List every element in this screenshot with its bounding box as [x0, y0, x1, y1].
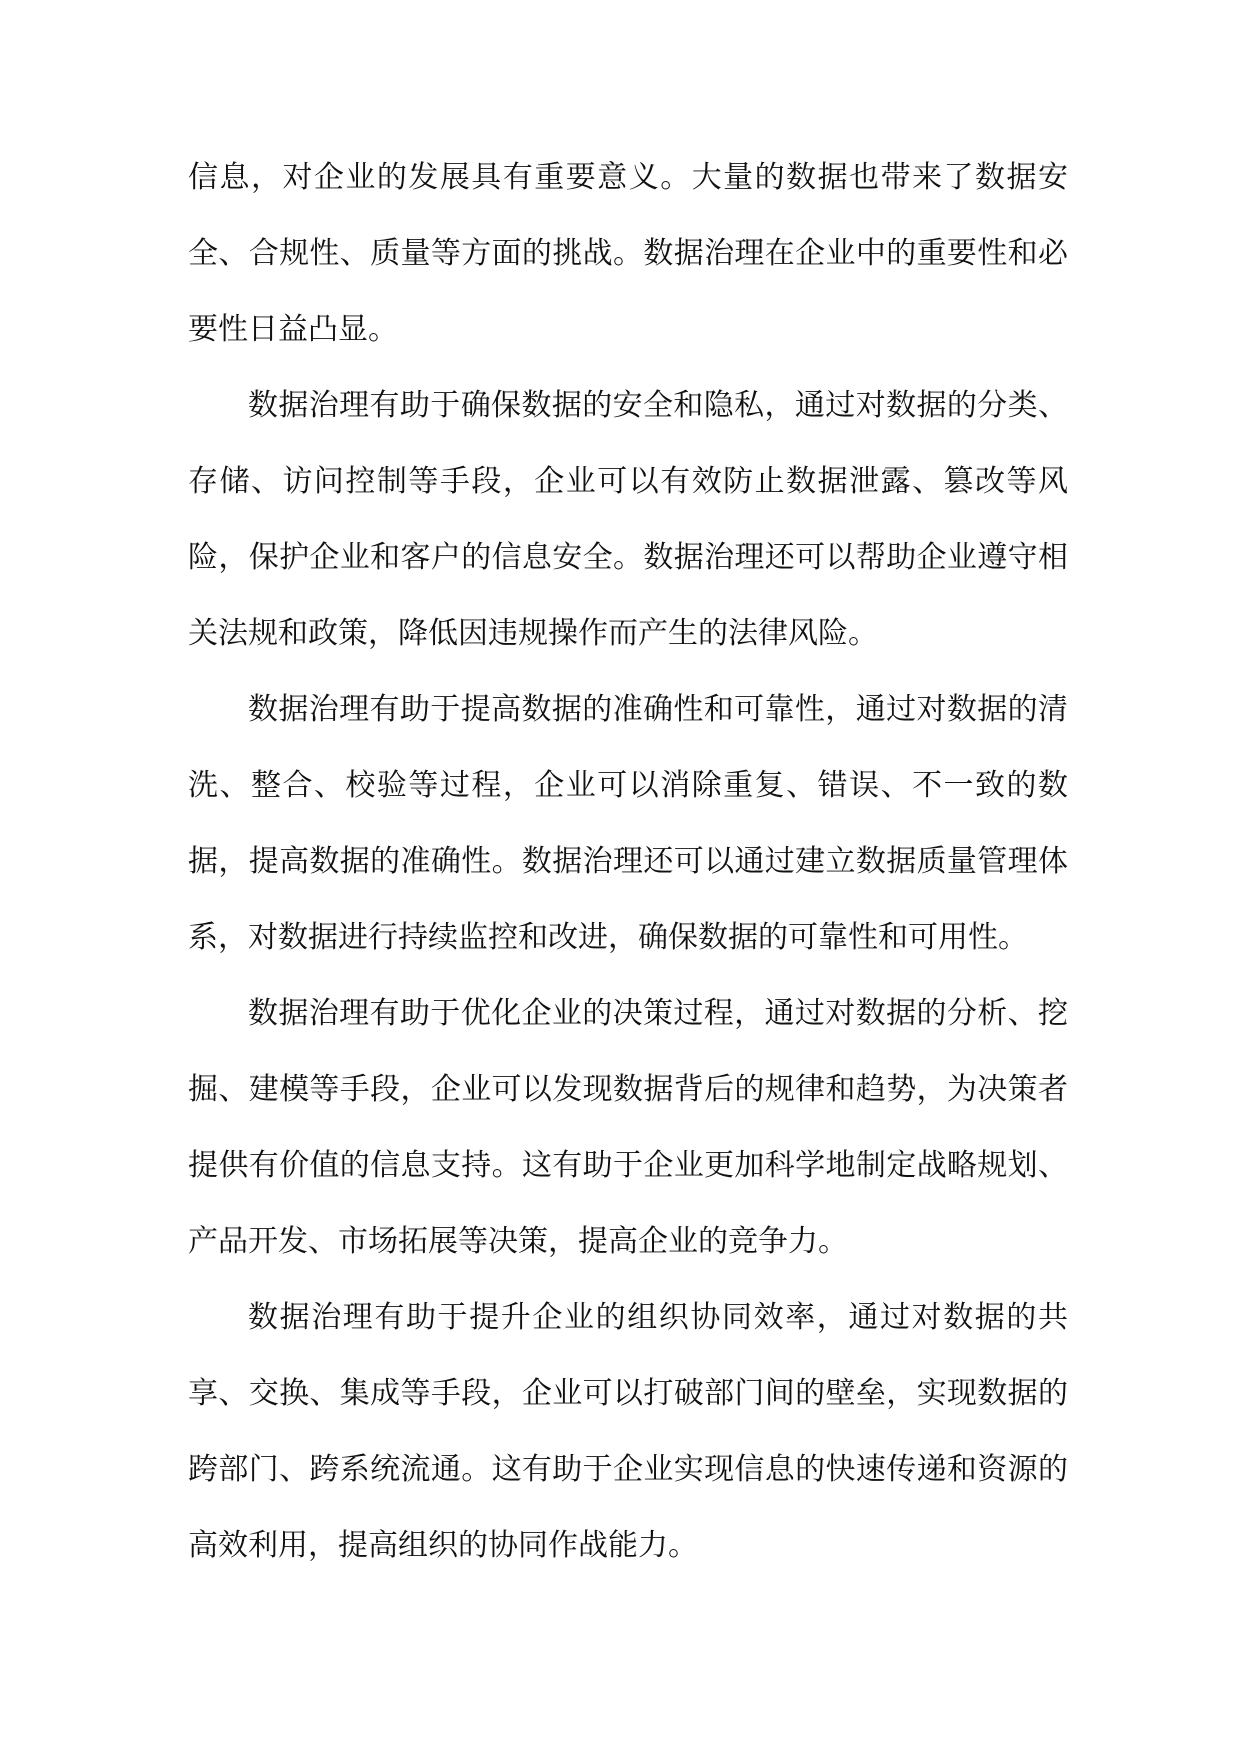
paragraph-decision-making: 数据治理有助于优化企业的决策过程，通过对数据的分析、挖掘、建模等手段，企业可以发现数据背后的规律和趋势，为决策者提供有价值的信息支持。这有助于企业更加科学地制定战略规划、产品开发、市场拓展等决策，提高企业的竞争力。	[188, 996, 1068, 1259]
paragraph-intro-continued: 信息，对企业的发展具有重要意义。大量的数据也带来了数据安全、合规性、质量等方面的挑战。数据治理在企业中的重要性和必要性日益凸显。	[188, 160, 1068, 347]
paragraph-accuracy-reliability: 数据治理有助于提高数据的准确性和可靠性，通过对数据的清洗、整合、校验等过程，企业可以消除重复、错误、不一致的数据，提高数据的准确性。数据治理还可以通过建立数据质量管理体系，对数据进行持续监控和改进，确保数据的可靠性和可用性。	[188, 692, 1068, 955]
paragraph-organizational-collaboration: 数据治理有助于提升企业的组织协同效率，通过对数据的共享、交换、集成等手段，企业可以打破部门间的壁垒，实现数据的跨部门、跨系统流通。这有助于企业实现信息的快速传递和资源的高效利用，提高组织的协同作战能力。	[188, 1300, 1068, 1563]
document-body	[188, 140, 1068, 1584]
paragraph-security-privacy: 数据治理有助于确保数据的安全和隐私，通过对数据的分类、存储、访问控制等手段，企业可以有效防止数据泄露、篡改等风险，保护企业和客户的信息安全。数据治理还可以帮助企业遵守相关法规和政策，降低因违规操作而产生的法律风险。	[188, 388, 1068, 651]
